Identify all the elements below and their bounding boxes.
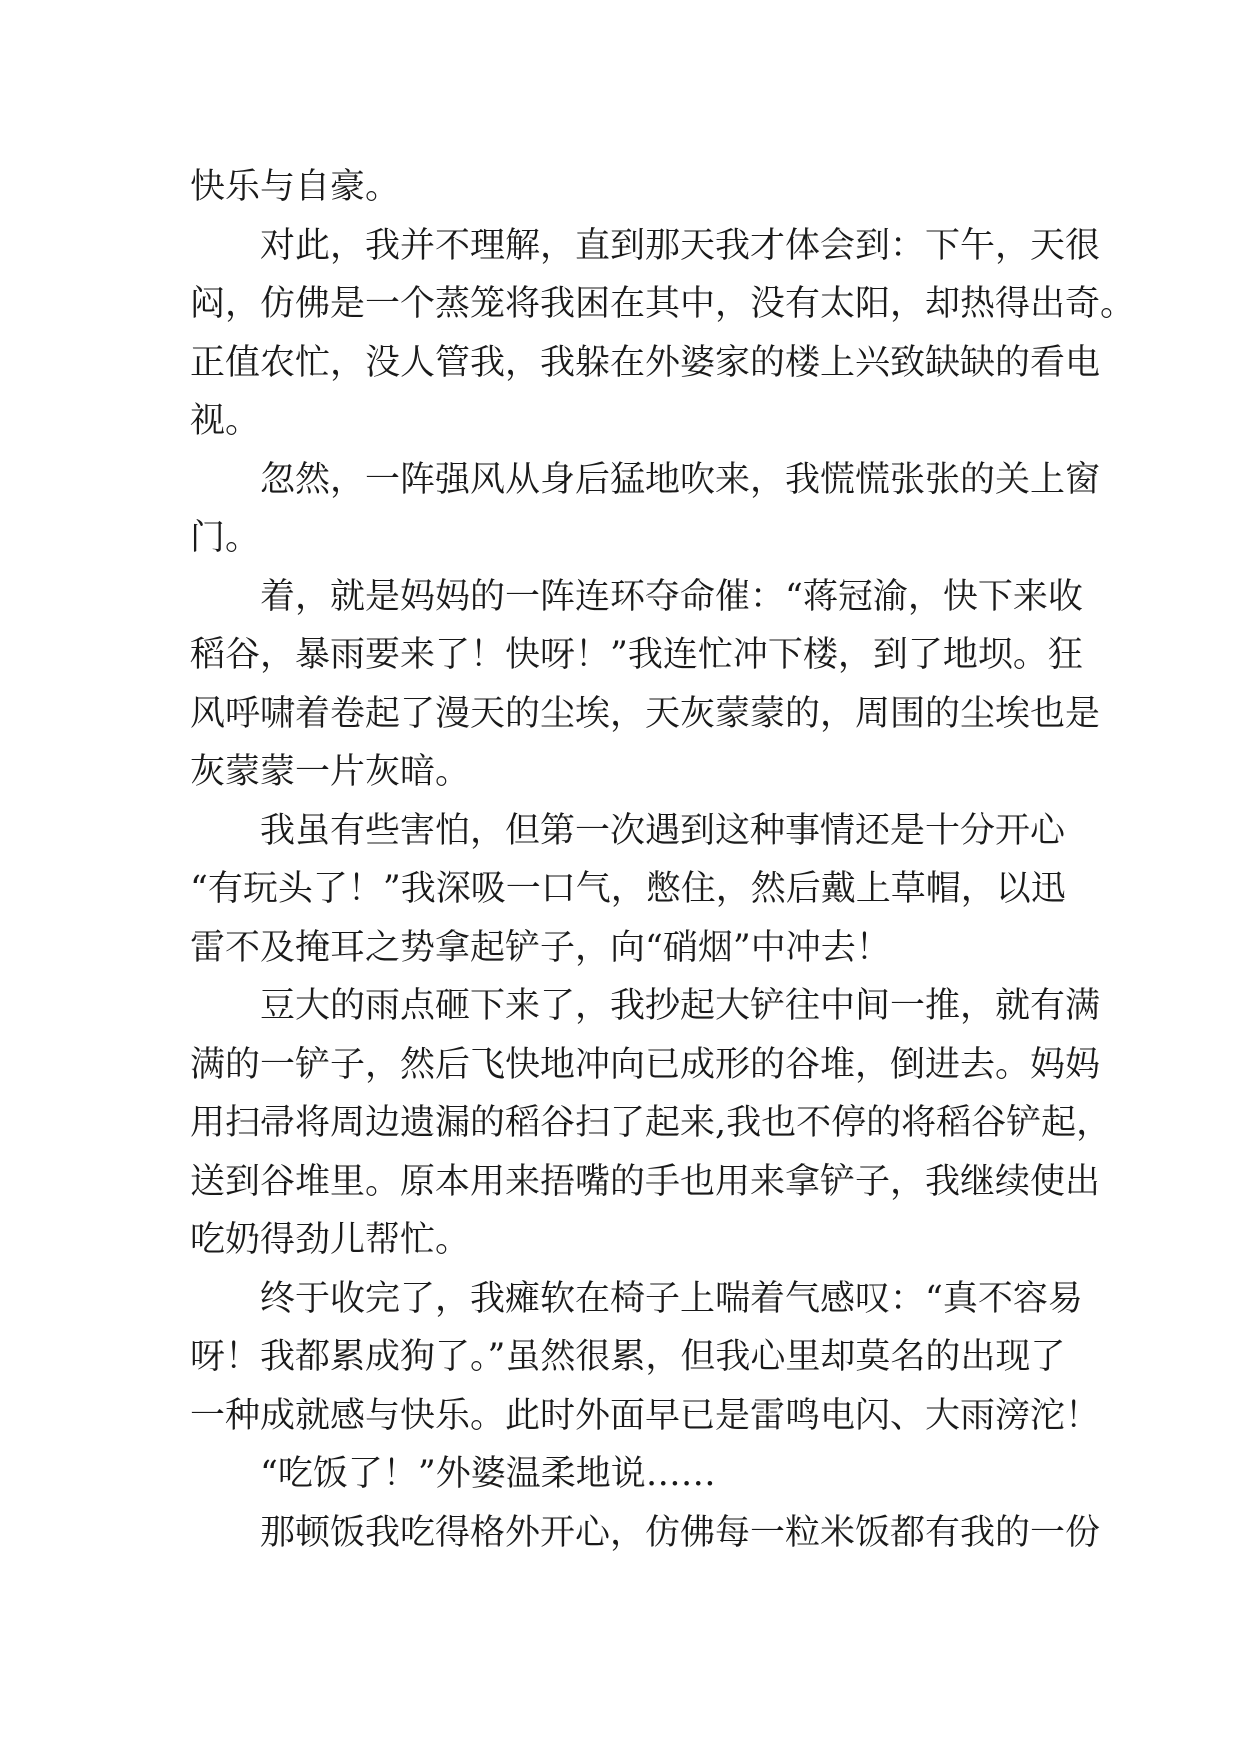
text-line: 对此，我并不理解，直到那天我才体会到：下午，天很 — [260, 225, 1101, 266]
text-line: 忽然，一阵强风从身后猛地吹来，我慌慌张张的关上窗 — [260, 459, 1101, 500]
text-line: 呀！我都累成狗了。”虽然很累，但我心里却莫名的出现了 — [190, 1337, 1066, 1377]
text-line: 着，就是妈妈的一阵连环夺命催：“蒋冠渝，快下来收 — [260, 576, 1083, 617]
text-line: 稻谷，暴雨要来了！快呀！”我连忙冲下楼，到了地坝。狂 — [190, 635, 1083, 675]
text-line: 那顿饭我吃得格外开心，仿佛每一粒米饭都有我的一份 — [260, 1512, 1101, 1553]
text-line: “有玩头了！”我深吸一口气，憋住，然后戴上草帽，以迅 — [190, 869, 1066, 909]
text-line: 门。 — [190, 518, 261, 558]
text-line: 豆大的雨点砸下来了，我抄起大铲往中间一推，就有满 — [260, 986, 1101, 1026]
text-line: 风呼啸着卷起了漫天的尘埃，天灰蒙蒙的，周围的尘埃也是 — [190, 693, 1101, 734]
text-line: 一种成就感与快乐。此时外面早已是雷鸣电闪、大雨滂沱！ — [190, 1395, 1101, 1436]
text-line: “吃饭了！”外婆温柔地说…… — [260, 1454, 716, 1494]
text-line: 终于收完了，我瘫软在椅子上喘着气感叹：“真不容易 — [260, 1278, 1083, 1319]
text-line: 用扫帚将周边遗漏的稻谷扫了起来,我也不停的将稻谷铲起， — [190, 1103, 1112, 1143]
text-line: 灰蒙蒙一片灰暗。 — [190, 752, 471, 792]
text-line: 快乐与自豪。 — [190, 167, 401, 207]
body-text — [190, 158, 1136, 1562]
text-line: 闷，仿佛是一个蒸笼将我困在其中，没有太阳，却热得出奇。 — [190, 284, 1136, 324]
text-line: 送到谷堆里。原本用来捂嘴的手也用来拿铲子，我继续使出 — [190, 1161, 1101, 1202]
text-line: 满的一铲子，然后飞快地冲向已成形的谷堆，倒进去。妈妈 — [190, 1044, 1101, 1085]
text-line: 我虽有些害怕，但第一次遇到这种事情还是十分开心 — [260, 810, 1066, 851]
text-line: 吃奶得劲儿帮忙。 — [190, 1220, 471, 1260]
text-line: 视。 — [190, 401, 261, 441]
text-line: 正值农忙，没人管我，我躲在外婆家的楼上兴致缺缺的看电 — [190, 342, 1101, 383]
text-line: 雷不及掩耳之势拿起铲子，向“硝烟”中冲去！ — [190, 927, 891, 968]
